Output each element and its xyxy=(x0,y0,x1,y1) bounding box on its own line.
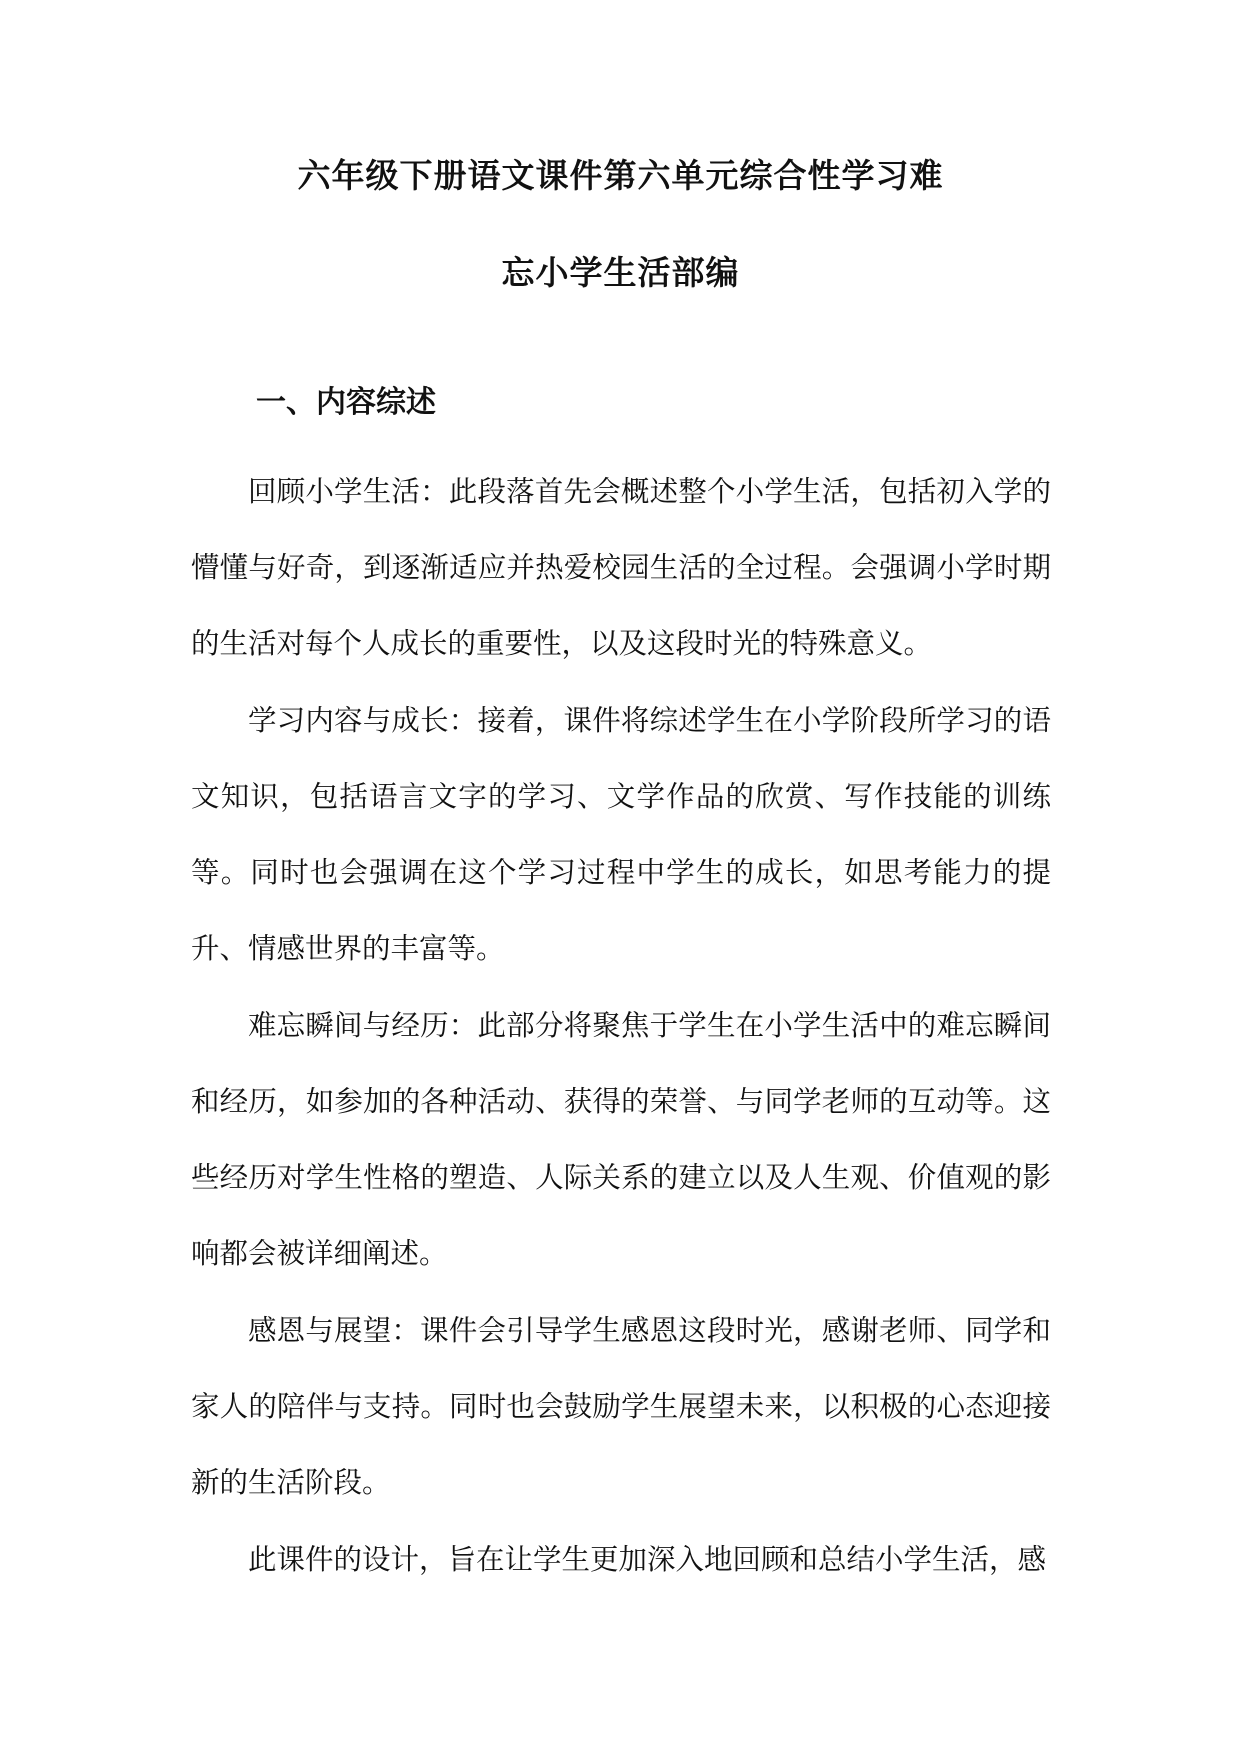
paragraph-learning: 学习内容与成长：接着，课件将综述学生在小学阶段所学习的语文知识，包括语言文字的学习、文学作品的欣赏、写作技能的训练等。同时也会强调在这个学习过程中学生的成长，如思考能力的提升、情感世界的丰富等。 xyxy=(191,704,1051,965)
paragraph-memories: 难忘瞬间与经历：此部分将聚焦于学生在小学生活中的难忘瞬间和经历，如参加的各种活动、获得的荣誉、与同学老师的互动等。这些经历对学生性格的塑造、人际关系的建立以及人生观、价值观的影响都会被详细阐述。 xyxy=(191,1009,1051,1270)
document-title-line-1: 六年级下册语文课件第六单元综合性学习难 xyxy=(297,156,944,195)
paragraph-design: 此课件的设计，旨在让学生更加深入地回顾和总结小学生活，感 xyxy=(248,1543,1047,1576)
document-title-line-2: 忘小学生活部编 xyxy=(501,253,740,292)
paragraph-gratitude: 感恩与展望：课件会引导学生感恩这段时光，感谢老师、同学和家人的陪伴与支持。同时也会鼓励学生展望未来，以积极的心态迎接新的生活阶段。 xyxy=(191,1314,1051,1499)
section-heading: 一、内容综述 xyxy=(256,385,436,420)
paragraph-review: 回顾小学生活：此段落首先会概述整个小学生活，包括初入学的懵懂与好奇，到逐渐适应并热爱校园生活的全过程。会强调小学时期的生活对每个人成长的重要性，以及这段时光的特殊意义。 xyxy=(191,475,1051,660)
